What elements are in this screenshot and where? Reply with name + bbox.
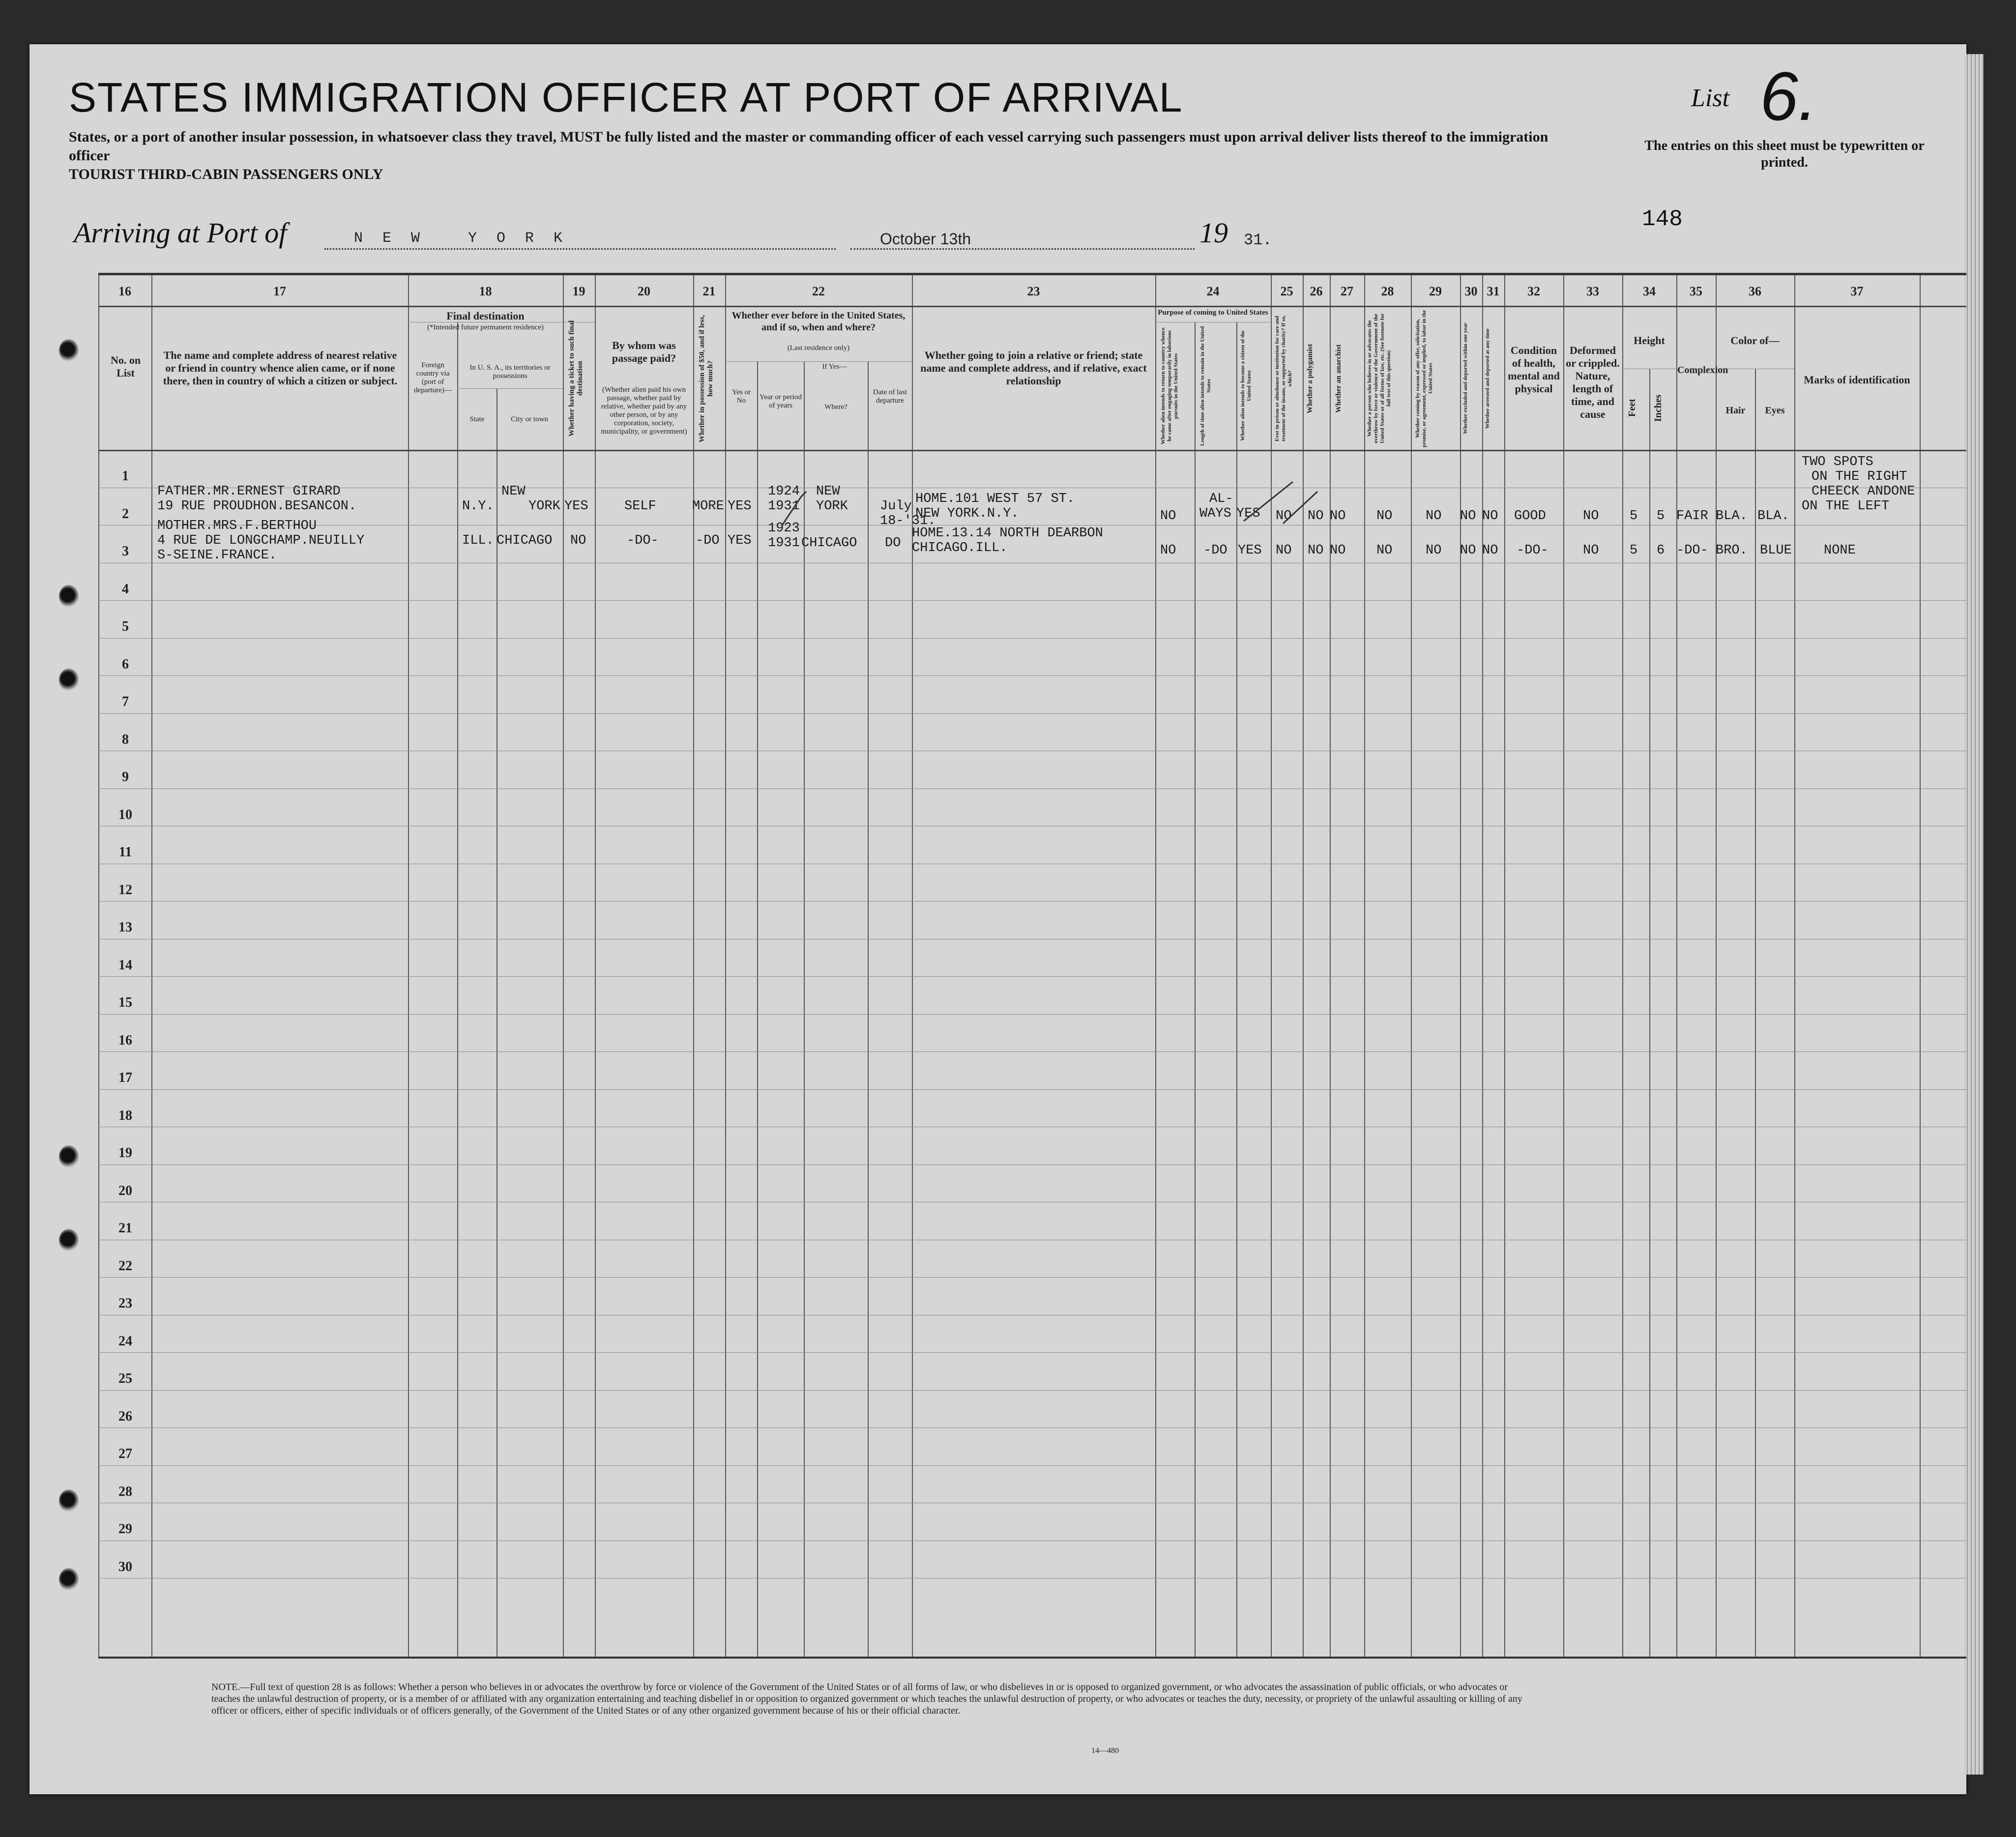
arrested-value: NO — [1482, 509, 1498, 524]
column-subheading: Where? — [824, 403, 847, 411]
prison-value: NO — [1276, 543, 1292, 558]
passage-paid-by: -DO- — [627, 533, 659, 548]
text-line: 1931 — [768, 499, 800, 514]
row-number: 15 — [118, 995, 132, 1010]
column-heading: The name and complete address of nearest relative or friend in country whence alien came, or if none there, then in country of which a citizen or subject. — [163, 349, 398, 387]
column-subheading: Inches — [1653, 394, 1664, 422]
health-value: -DO- — [1517, 543, 1549, 558]
complexion-value: FAIR — [1676, 509, 1708, 524]
text-line: 1923 — [768, 521, 800, 536]
row-number: 4 — [122, 581, 129, 597]
text-line: 19 RUE PROUDHON.BESANCON. — [157, 499, 357, 514]
text-line: HOME.13.14 NORTH DEARBON — [912, 526, 1103, 541]
arrival-label: Arriving at Port of — [74, 217, 287, 249]
instructions-text — [69, 128, 1593, 184]
column-subheading: Year or period of years — [760, 393, 802, 409]
column-subheading: Date of last departure — [873, 388, 907, 405]
polygamist-value: NO — [1308, 509, 1324, 524]
height-feet: 5 — [1630, 509, 1638, 524]
row-number: 20 — [118, 1183, 132, 1198]
row-number: 8 — [122, 731, 129, 747]
text-line: 1924 — [768, 484, 800, 499]
column-heading: By whom was passage paid? — [612, 339, 676, 364]
eye-color: BLUE — [1760, 543, 1792, 558]
column-number: 35 — [1690, 284, 1702, 298]
year-suffix: 31. — [1244, 231, 1272, 249]
row-rule — [98, 788, 1966, 789]
height-inches: 6 — [1657, 543, 1665, 558]
column-heading: Ever in prison or almshouse or institution for care and treatment of the insane, or supported by charity? If so, which? — [1274, 315, 1293, 442]
excluded-value: NO — [1460, 509, 1476, 524]
column-heading: Whether a person who believes in or advocates the overthrow by force or violence of the Government of the United States or of all forms of law, etc. (See footnote for full text of this question) — [1367, 313, 1392, 444]
column-heading: Final destination — [446, 310, 525, 322]
form-number: 14—480 — [1091, 1747, 1119, 1755]
return-intent: NO — [1160, 543, 1176, 558]
column-heading: Whether an anarchist — [1335, 344, 1343, 413]
anarchist-value: NO — [1330, 509, 1346, 524]
row-number: 9 — [122, 769, 129, 785]
row-rule — [98, 638, 1966, 639]
text-line: 4 RUE DE LONGCHAMP.NEUILLY — [157, 533, 365, 548]
eye-color: BLA. — [1757, 509, 1789, 524]
height-inches: 5 — [1657, 509, 1665, 524]
destination-state: ILL. — [462, 533, 494, 548]
row-rule — [98, 713, 1966, 714]
ticket-value: NO — [570, 533, 586, 548]
column-subheading: (*Intended future permanent residence) — [427, 323, 544, 331]
row-rule — [98, 976, 1966, 977]
column-number: 36 — [1749, 284, 1761, 298]
column-subheading: State — [469, 415, 485, 423]
health-value: GOOD — [1514, 509, 1546, 524]
column-heading: Whether arrested and deported at any time — [1485, 328, 1490, 429]
column-subheading: Foreign country via (port of departure)— — [414, 361, 452, 394]
text-line: TWO SPOTS — [1802, 455, 1873, 469]
list-label: List — [1691, 84, 1730, 112]
column-heading: Height — [1634, 334, 1665, 347]
text-line: S-SEINE.FRANCE. — [157, 548, 277, 563]
column-number: 23 — [1027, 284, 1040, 298]
stay-length: -DO — [1203, 543, 1227, 558]
column-heading: Whether excluded and deported within one year — [1462, 322, 1468, 435]
row-number: 25 — [118, 1371, 132, 1386]
column-subheading: Whether alien intends to return to country whence he came after engaging temporarily in laborious pursuits in the United States — [1160, 327, 1179, 444]
row-rule — [98, 1465, 1966, 1466]
binding-hole — [59, 1489, 79, 1512]
text-line: WAYS — [1199, 506, 1231, 521]
pen-marks — [98, 275, 1966, 619]
polygamist-value: NO — [1308, 543, 1324, 558]
column-number: 27 — [1341, 284, 1353, 298]
text-line: YORK — [816, 499, 848, 514]
deformed-value: NO — [1583, 543, 1599, 558]
binding-hole — [59, 1145, 79, 1168]
destination-state: N.Y. — [462, 499, 494, 514]
arrested-value: NO — [1482, 543, 1498, 558]
column-number: 31 — [1487, 284, 1500, 298]
row-number: 7 — [122, 694, 129, 709]
overthrow-value: NO — [1376, 509, 1393, 524]
footnote: NOTE.—Full text of question 28 is as follows: Whether a person who believes in or advocates the overthrow by force or violence of the Government of the United States or of all forms of law, or who disbelieves in or is opposed to organized government, or who advocates the assassination of public officials, or who advocates or teaches the unlawful destruction of property, or is a member of or affiliated with any organization entertaining and teaching disbelief in or opposition to organized government or which teaches the unlawful destruction of property, or who advocates or teaches the duty, necessity, or propriety of the unlawful assaulting or killing of any officer or officers, either of specific individuals or of officers generally, of the Government of the United States or of any other organized government because of his or their official character. — [211, 1682, 1522, 1716]
text-line: AL- — [1209, 492, 1233, 506]
column-number: 33 — [1586, 284, 1599, 298]
return-intent: NO — [1160, 509, 1176, 524]
column-subheading: In U. S. A., its territories or possessions — [469, 364, 551, 380]
row-number: 17 — [118, 1070, 132, 1085]
port-underline — [324, 248, 836, 250]
identification-marks: NONE — [1824, 543, 1856, 558]
row-rule — [98, 1277, 1966, 1278]
column-subheading: Feet — [1627, 399, 1637, 417]
binding-hole — [59, 1229, 79, 1252]
column-number: 26 — [1310, 284, 1323, 298]
text-line: HOME.101 WEST 57 ST. — [915, 492, 1075, 506]
year-label: 19 — [1199, 217, 1228, 249]
page-title: STATES IMMIGRATION OFFICER AT PORT OF ARRIVAL — [69, 74, 1183, 120]
citizen-intent: YES — [1236, 506, 1260, 521]
row-rule — [98, 675, 1966, 676]
row-number: 22 — [118, 1258, 132, 1274]
row-rule — [98, 1014, 1966, 1015]
column-subheading: (Whether alien paid his own passage, whether paid by relative, whether paid by any other person, or by any corporation, society, municipality, or government) — [601, 386, 687, 436]
column-heading: Whether ever before in the United States, and if so, when and where? — [731, 310, 906, 333]
row-number: 13 — [118, 920, 132, 935]
binding-hole — [59, 339, 79, 362]
offer-value: NO — [1426, 509, 1442, 524]
binding-hole — [59, 669, 79, 691]
port-value: NEW YORK — [354, 230, 583, 247]
row-number: 18 — [118, 1108, 132, 1123]
column-subheading: (Last residence only) — [787, 344, 850, 352]
where-value: CHICAGO — [801, 536, 857, 551]
row-number: 27 — [118, 1446, 132, 1461]
column-number: 28 — [1381, 284, 1394, 298]
destination-city: CHICAGO — [497, 533, 553, 548]
column-number: 16 — [118, 284, 131, 298]
column-number: 25 — [1280, 284, 1293, 298]
row-number: 19 — [118, 1145, 132, 1161]
column-heading: Color of— — [1730, 334, 1780, 347]
manifest-table — [98, 273, 1966, 1659]
row-number: 30 — [118, 1559, 132, 1575]
date-underline — [850, 248, 1195, 250]
list-note: The entries on this sheet must be typewritten or printed. — [1644, 138, 1925, 170]
column-number: 37 — [1850, 284, 1864, 298]
row-number: 24 — [118, 1333, 132, 1349]
before-in-us: YES — [728, 499, 752, 514]
departure-date: DO — [885, 536, 901, 551]
column-subheading: Whether alien intends to become a citizen of the United States — [1240, 330, 1252, 441]
binding-hole — [59, 585, 79, 608]
row-number: 6 — [122, 656, 129, 672]
hair-color: BLA. — [1716, 509, 1748, 524]
text-line: NEW — [501, 484, 526, 499]
row-number: 26 — [118, 1408, 132, 1424]
row-number: 14 — [118, 957, 132, 973]
column-number: 22 — [812, 284, 825, 298]
column-number: 21 — [702, 284, 716, 298]
row-rule — [98, 1089, 1966, 1090]
row-rule — [98, 1390, 1966, 1391]
row-number: 5 — [122, 619, 129, 634]
text-line: YORK — [528, 499, 560, 514]
offer-value: NO — [1426, 543, 1442, 558]
column-subheading: Yes or No — [731, 388, 751, 405]
row-number: 12 — [118, 882, 132, 898]
column-heading: Whether a polygamist — [1306, 344, 1314, 413]
complexion-value: -DO- — [1676, 543, 1708, 558]
money-value: -DO — [696, 533, 720, 548]
column-heading: Whether going to join a relative or friend; state name and complete address, and if relative, exact relationship — [920, 349, 1147, 387]
ticket-value: YES — [564, 499, 588, 514]
column-heading: Whether in possession of $50, and if less, how much? — [698, 315, 714, 442]
text-line: July — [880, 499, 912, 514]
check-mark — [782, 492, 806, 526]
binding-hole — [59, 1568, 79, 1591]
column-number: 29 — [1429, 284, 1442, 298]
column-number: 30 — [1464, 284, 1478, 298]
hair-color: BRO. — [1716, 543, 1748, 558]
column-number: 18 — [479, 284, 492, 298]
row-number: 16 — [118, 1032, 132, 1048]
check-mark — [1244, 482, 1293, 521]
prison-value: NO — [1276, 509, 1292, 524]
row-number: 2 — [122, 506, 129, 522]
list-number: 6. — [1760, 58, 1817, 135]
column-heading: Whether coming by reason of any offer, solicitation, promise, or agreement, expressed or implied, to labor in the United States — [1415, 310, 1433, 447]
row-number: 23 — [118, 1296, 132, 1311]
row-rule — [98, 1352, 1966, 1353]
column-number: 24 — [1206, 284, 1220, 298]
text-line: MOTHER.MRS.F.BERTHOU — [157, 519, 317, 533]
column-subheading: If Yes— — [822, 363, 847, 371]
column-number: 34 — [1643, 284, 1656, 298]
instructions-line: States, or a port of another insular possession, in whatsoever class they travel, MUST be fully listed and the master or commanding officer of each vessel carrying such passengers must upon arrival deliver lists thereof to the immigration officer — [69, 129, 1549, 164]
anarchist-value: NO — [1330, 543, 1346, 558]
height-feet: 5 — [1630, 543, 1638, 558]
column-heading: Purpose of coming to United States — [1158, 309, 1268, 317]
column-heading: Whether having a ticket to such final destination — [568, 320, 584, 437]
column-heading: No. on List — [110, 354, 141, 379]
sheet-number: 148 — [1642, 206, 1683, 232]
text-line: NEW YORK.N.Y. — [915, 506, 1019, 521]
text-line: 18-'31. — [880, 514, 936, 528]
text-line: CHEECK ANDONE — [1811, 484, 1915, 499]
deformed-value: NO — [1583, 509, 1599, 524]
text-line: ON THE RIGHT — [1811, 469, 1907, 484]
overthrow-value: NO — [1376, 543, 1393, 558]
before-in-us: YES — [728, 533, 752, 548]
row-rule — [98, 901, 1966, 902]
row-number: 10 — [118, 807, 132, 822]
column-number: 20 — [638, 284, 650, 298]
row-number: 1 — [122, 468, 129, 484]
text-line: NEW — [816, 484, 840, 499]
passage-paid-by: SELF — [624, 499, 656, 514]
check-mark — [1283, 492, 1317, 524]
column-heading: Deformed or crippled. Nature, length of time, and cause — [1566, 344, 1620, 420]
column-subheading: Eyes — [1765, 405, 1785, 416]
row-number: 3 — [122, 544, 129, 559]
citizen-intent: YES — [1238, 543, 1262, 558]
excluded-value: NO — [1460, 543, 1476, 558]
text-line: CHICAGO.ILL. — [912, 541, 1008, 555]
column-number: 17 — [273, 284, 286, 298]
column-number: 32 — [1527, 284, 1540, 298]
column-subheading: Hair — [1725, 405, 1746, 416]
row-rule — [98, 1051, 1966, 1052]
column-subheading: Length of time alien intends to remain in the United States — [1199, 326, 1212, 446]
column-number: 19 — [572, 284, 585, 298]
passenger-class-line: TOURIST THIRD-CABIN PASSENGERS ONLY — [69, 166, 383, 182]
text-line: ON THE LEFT — [1802, 499, 1890, 514]
row-number: 29 — [118, 1521, 132, 1537]
text-line: FATHER.MR.ERNEST GIRARD — [157, 484, 341, 499]
arrival-date: October 13th — [880, 230, 971, 248]
row-number: 28 — [118, 1484, 132, 1499]
text-line: 1931 — [768, 536, 800, 551]
column-heading: Marks of identification — [1804, 374, 1910, 386]
column-heading: Complexion — [1677, 365, 1728, 376]
row-number: 11 — [118, 845, 132, 860]
money-value: MORE — [692, 499, 724, 514]
page-stack-edge — [1964, 54, 1984, 1775]
column-subheading: City or town — [511, 415, 548, 423]
row-number: 21 — [118, 1221, 132, 1236]
column-heading: Condition of health, mental and physical — [1508, 344, 1560, 395]
